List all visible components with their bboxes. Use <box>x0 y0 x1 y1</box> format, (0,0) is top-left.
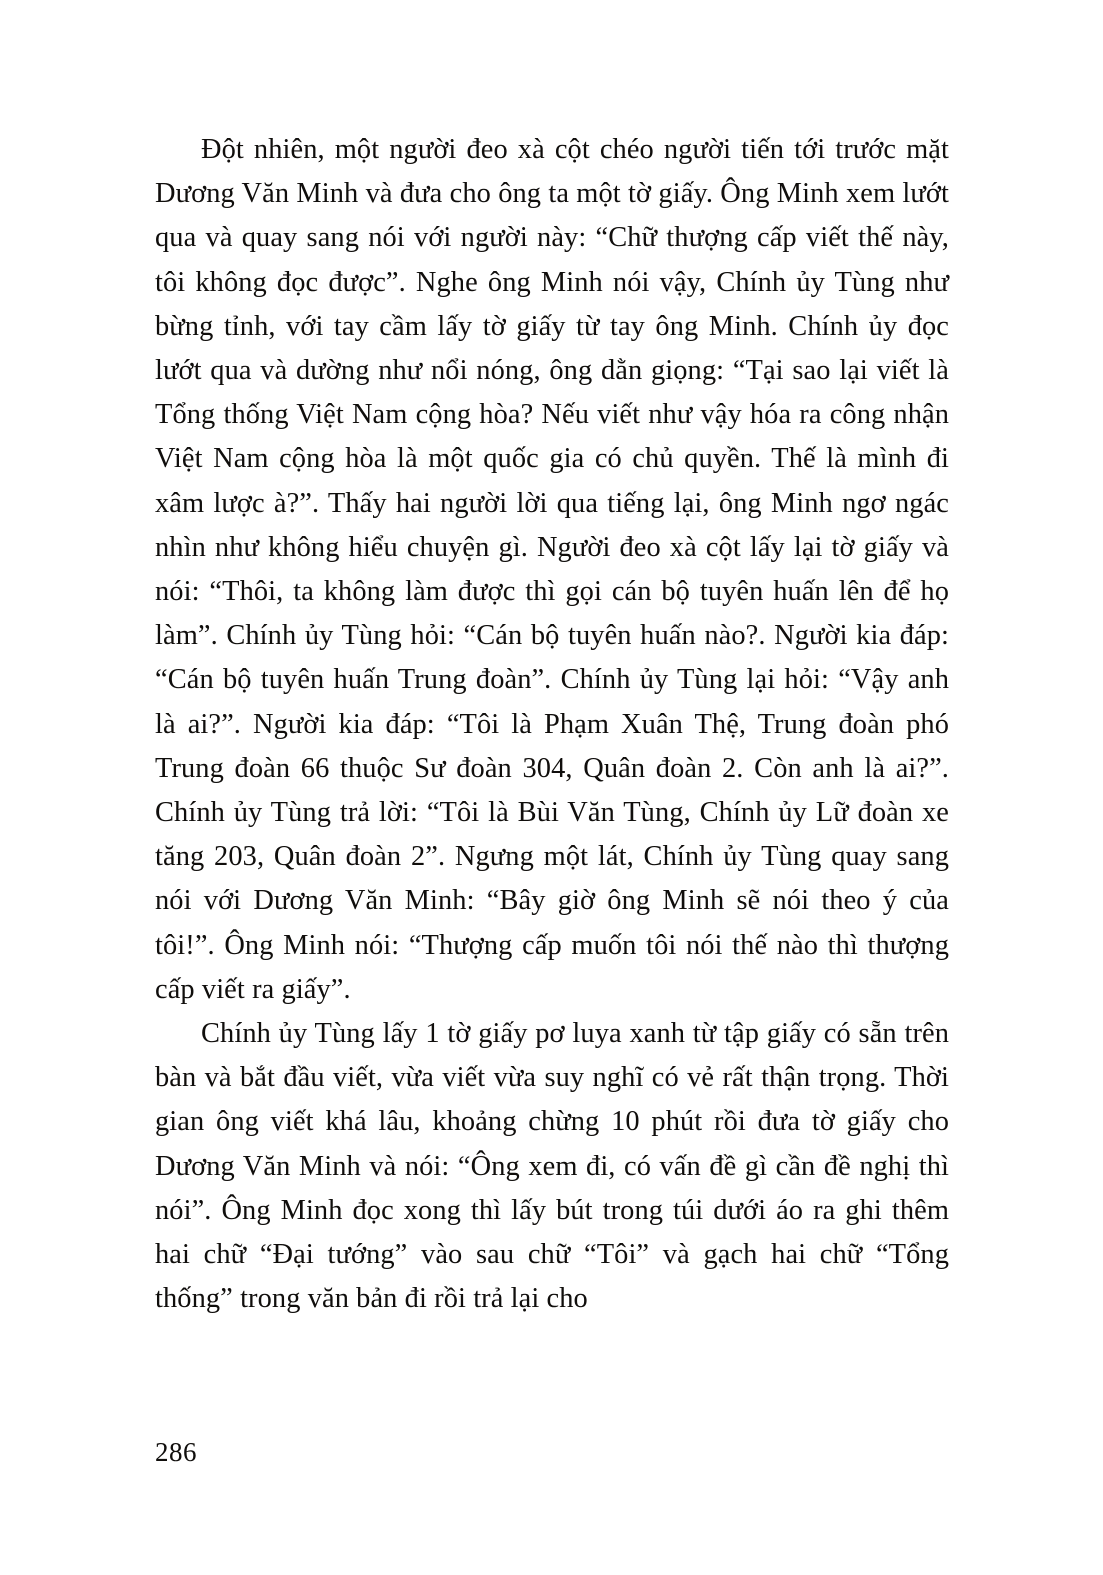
body-text <box>155 128 949 1321</box>
paragraph: Đột nhiên, một người đeo xà cột chéo người tiến tới trước mặt Dương Văn Minh và đưa cho ông ta một tờ giấy. Ông Minh xem lướt qua và quay sang nói với người này: “Chữ thượng cấp viết thế này, tôi không đọc được”. Nghe ông Minh nói vậy, Chính ủy Tùng như bừng tỉnh, với tay cầm lấy tờ giấy từ tay ông Minh. Chính ủy đọc lướt qua và dường như nổi nóng, ông dằn giọng: “Tại sao lại viết là Tổng thống Việt Nam cộng hòa? Nếu viết như vậy hóa ra công nhận Việt Nam cộng hòa là một quốc gia có chủ quyền. Thế là mình đi xâm lược à?”. Thấy hai người lời qua tiếng lại, ông Minh ngơ ngác nhìn như không hiểu chuyện gì. Người đeo xà cột lấy lại tờ giấy và nói: “Thôi, ta không làm được thì gọi cán bộ tuyên huấn lên để họ làm”. Chính ủy Tùng hỏi: “Cán bộ tuyên huấn nào?. Người kia đáp: “Cán bộ tuyên huấn Trung đoàn”. Chính ủy Tùng lại hỏi: “Vậy anh là ai?”. Người kia đáp: “Tôi là Phạm Xuân Thệ, Trung đoàn phó Trung đoàn 66 thuộc Sư đoàn 304, Quân đoàn 2. Còn anh là ai?”. Chính ủy Tùng trả lời: “Tôi là Bùi Văn Tùng, Chính ủy Lữ đoàn xe tăng 203, Quân đoàn 2”. Ngưng một lát, Chính ủy Tùng quay sang nói với Dương Văn Minh: “Bây giờ ông Minh sẽ nói theo ý của tôi!”. Ông Minh nói: “Thượng cấp muốn tôi nói thế nào thì thượng cấp viết ra giấy”. <box>155 134 949 1005</box>
paragraph: Chính ủy Tùng lấy 1 tờ giấy pơ luya xanh từ tập giấy có sẵn trên bàn và bắt đầu viết, vừa viết vừa suy nghĩ có vẻ rất thận trọng. Thời gian ông viết khá lâu, khoảng chừng 10 phút rồi đưa tờ giấy cho Dương Văn Minh và nói: “Ông xem đi, có vấn đề gì cần đề nghị thì nói”. Ông Minh đọc xong thì lấy bút trong túi dưới áo ra ghi thêm hai chữ “Đại tướng” vào sau chữ “Tôi” và gạch hai chữ “Tổng thống” trong văn bản đi rồi trả lại cho <box>155 1018 949 1315</box>
page-number: 286 <box>155 1437 197 1467</box>
